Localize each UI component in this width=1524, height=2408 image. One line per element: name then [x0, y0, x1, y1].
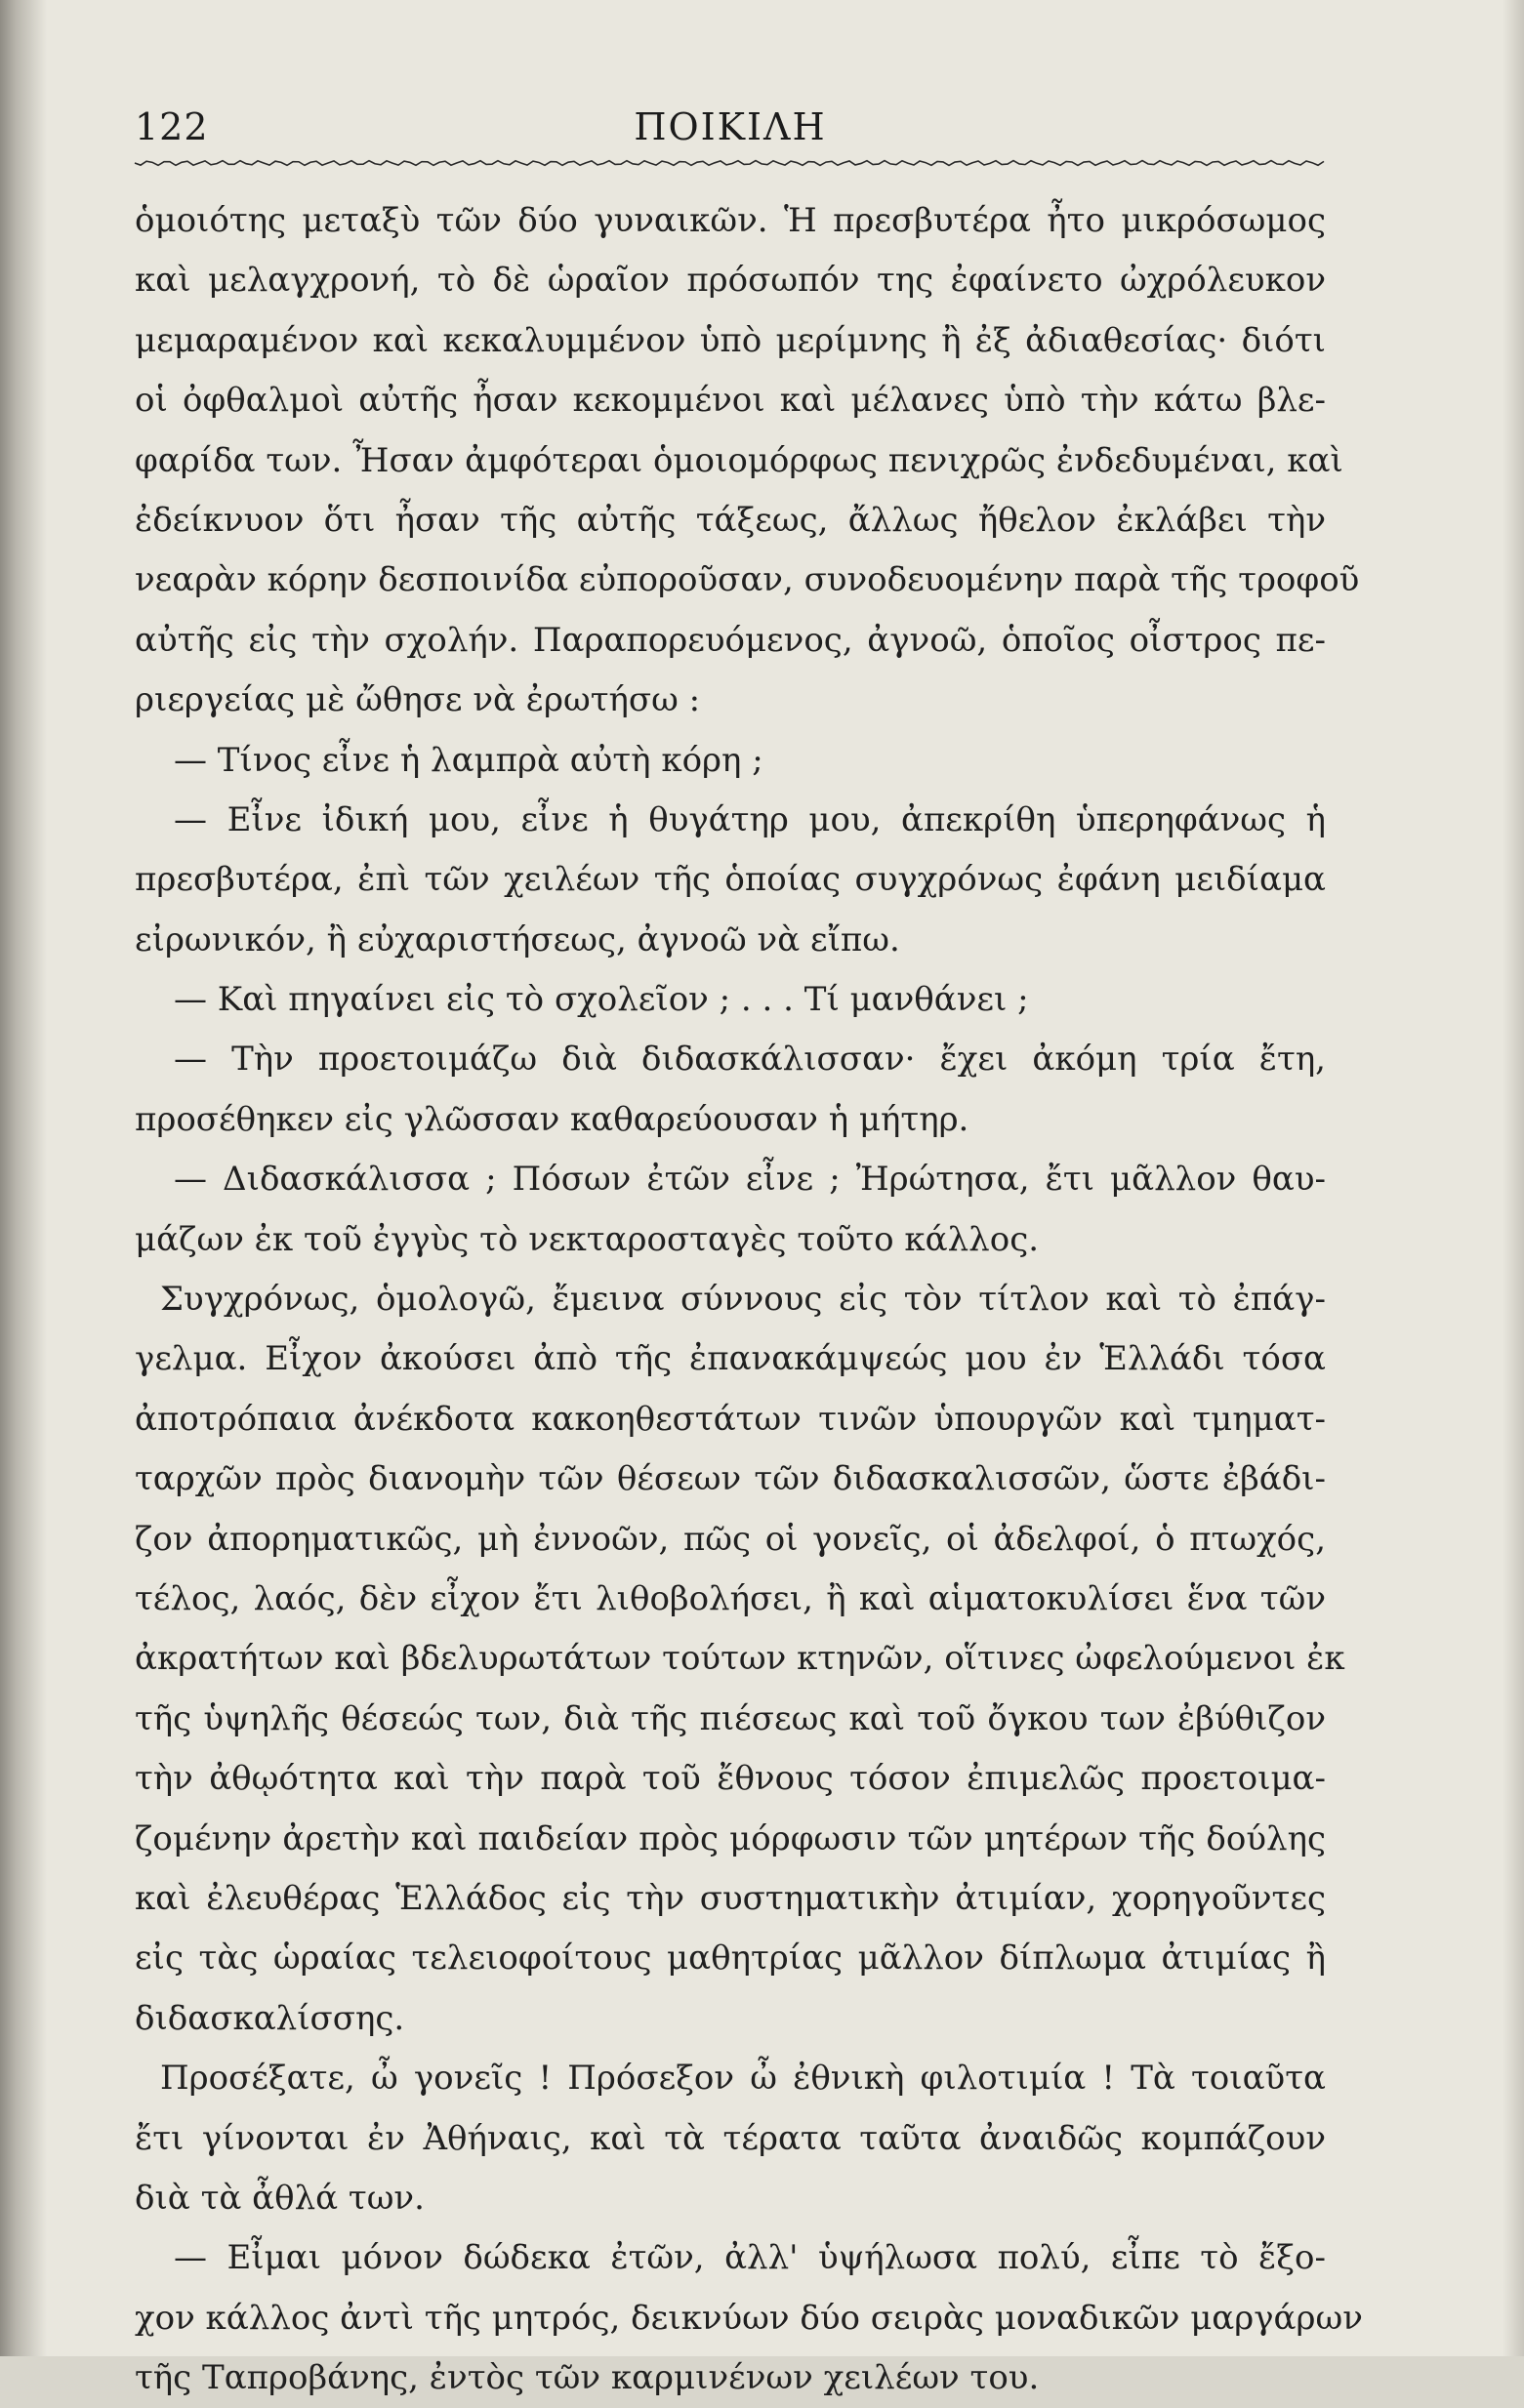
text-line: ριεργείας μὲ ὤθησε νὰ ἐρωτήσω :	[135, 680, 701, 720]
text-line: εἰρωνικόν, ἢ εὐχαριστήσεως, ἀγνοῶ νὰ εἴπω.	[135, 919, 900, 959]
text-line: καὶ ἐλευθέρας Ἑλλάδος εἰς τὴν συστηματικὴν ἀτιμίαν, χορηγοῦντες	[135, 1878, 1326, 1918]
text-line: τῆς Ταπροβάνης, ἐντὸς τῶν καρμινένων χειλέων του.	[135, 2358, 1040, 2398]
spine-shadow	[0, 0, 47, 2356]
text-line: ζομένην ἀρετὴν καὶ παιδείαν πρὸς μόρφωσιν τῶν μητέρων τῆς δούλης	[135, 1818, 1326, 1858]
text-line: διδασκαλίσσης.	[135, 1998, 405, 2038]
dialogue-line: — Διδασκάλισσα ; Πόσων ἐτῶν εἶνε ; Ἠρώτησα, ἔτι μᾶλλον θαυ-	[174, 1160, 1326, 1200]
header-wavy-rule	[135, 159, 1326, 167]
page-edge	[1503, 0, 1524, 2356]
text-line: διὰ τὰ ἆθλά των.	[135, 2178, 425, 2218]
paragraph-first-line: Προσέξατε, ὦ γονεῖς ! Πρόσεξον ὦ ἐθνικὴ φιλοτιμία ! Τὰ τοιαῦτα	[160, 2059, 1326, 2099]
running-head: ΠΟΙΚΙΛΗ	[634, 105, 827, 148]
text-line: οἱ ὀφθαλμοὶ αὐτῆς ἦσαν κεκομμένοι καὶ μέλανες ὑπὸ τὴν κάτω βλε-	[135, 381, 1326, 421]
dialogue-line: — Τίνος εἶνε ἡ λαμπρὰ αὐτὴ κόρη ;	[174, 740, 763, 780]
paragraph-first-line: Συγχρόνως, ὁμολογῶ, ἔμεινα σύννους εἰς τὸν τίτλον καὶ τὸ ἐπάγ-	[160, 1280, 1326, 1320]
text-line: γελμα. Εἶχον ἀκούσει ἀπὸ τῆς ἐπανακάμψεώς μου ἐν Ἑλλάδι τόσα	[135, 1339, 1326, 1379]
text-line: εἰς τὰς ὡραίας τελειοφοίτους μαθητρίας μᾶλλον δίπλωμα ἀτιμίας ἢ	[135, 1939, 1326, 1979]
text-line: προσέθηκεν εἰς γλῶσσαν καθαρεύουσαν ἡ μήτηρ.	[135, 1099, 969, 1139]
text-line: καὶ μελαγχρονή, τὸ δὲ ὡραῖον πρόσωπόν της ἐφαίνετο ὠχρόλευκον	[135, 261, 1326, 301]
text-line: ταρχῶν πρὸς διανομὴν τῶν θέσεων τῶν διδασκαλισσῶν, ὥστε ἐβάδι-	[135, 1459, 1326, 1499]
text-line: τὴν ἀθῳότητα καὶ τὴν παρὰ τοῦ ἔθνους τόσον ἐπιμελῶς προετοιμα-	[135, 1759, 1326, 1799]
text-line: πρεσβυτέρα, ἐπὶ τῶν χειλέων τῆς ὁποίας συγχρόνως ἐφάνη μειδίαμα	[135, 860, 1326, 900]
page-header	[135, 105, 1326, 156]
dialogue-line: — Εἶμαι μόνον δώδεκα ἐτῶν, ἀλλ' ὑψήλωσα πολύ, εἶπε τὸ ἔξο-	[174, 2238, 1326, 2278]
text-line: ἀποτρόπαια ἀνέκδοτα κακοηθεστάτων τινῶν ὑπουργῶν καὶ τμηματ-	[135, 1399, 1326, 1439]
text-line: ἔτι γίνονται ἐν Ἀθήναις, καὶ τὰ τέρατα ταῦτα ἀναιδῶς κομπάζουν	[135, 2118, 1326, 2158]
text-line: φαρίδα των. Ἦσαν ἀμφότεραι ὁμοιομόρφως πενιχρῶς ἐνδεδυμέναι, καὶ	[135, 440, 1343, 480]
text-line: χον κάλλος ἀντὶ τῆς μητρός, δεικνύων δύο σειρὰς μοναδικῶν μαργάρων	[135, 2298, 1363, 2338]
text-line: τέλος, λαός, δὲν εἶχον ἔτι λιθοβολήσει, ἢ καὶ αἱματοκυλίσει ἕνα τῶν	[135, 1578, 1326, 1618]
text-line: ἀκρατήτων καὶ βδελυρωτάτων τούτων κτηνῶν, οἵτινες ὠφελούμενοι ἐκ	[135, 1639, 1345, 1679]
text-line: τῆς ὑψηλῆς θέσεώς των, διὰ τῆς πιέσεως καὶ τοῦ ὄγκου των ἐβύθιζον	[135, 1698, 1326, 1738]
text-line: ὁμοιότης μεταξὺ τῶν δύο γυναικῶν. Ἡ πρεσβυτέρα ἦτο μικρόσωμος	[135, 201, 1326, 240]
text-line: ἐδείκνυον ὅτι ἦσαν τῆς αὐτῆς τάξεως, ἄλλως ἤθελον ἐκλάβει τὴν	[135, 500, 1326, 540]
text-line: μάζων ἐκ τοῦ ἐγγὺς τὸ νεκταροσταγὲς τοῦτο κάλλος.	[135, 1219, 1040, 1259]
dialogue-line: — Εἶνε ἰδική μου, εἶνε ἡ θυγάτηρ μου, ἀπεκρίθη ὑπερηφάνως ἡ	[174, 799, 1326, 839]
text-line: ζον ἀπορηματικῶς, μὴ ἐννοῶν, πῶς οἱ γονεῖς, οἱ ἀδελφοί, ὁ πτωχός,	[135, 1519, 1326, 1559]
dialogue-line: — Τὴν προετοιμάζω διὰ διδασκάλισσαν· ἔχει ἀκόμη τρία ἔτη,	[174, 1040, 1326, 1080]
text-line: μεμαραμένον καὶ κεκαλυμμένον ὑπὸ μερίμνης ἢ ἐξ ἀδιαθεσίας· διότι	[135, 320, 1326, 360]
dialogue-line: — Καὶ πηγαίνει εἰς τὸ σχολεῖον ; . . . Τί μανθάνει ;	[174, 980, 1029, 1020]
page-number: 122	[135, 105, 209, 148]
body-text	[135, 191, 1363, 2408]
text-line: νεαρὰν κόρην δεσποινίδα εὐποροῦσαν, συνοδευομένην παρὰ τῆς τροφοῦ	[135, 560, 1360, 600]
text-line: αὐτῆς εἰς τὴν σχολήν. Παραπορευόμενος, ἀγνοῶ, ὁποῖος οἶστρος πε-	[135, 620, 1326, 660]
